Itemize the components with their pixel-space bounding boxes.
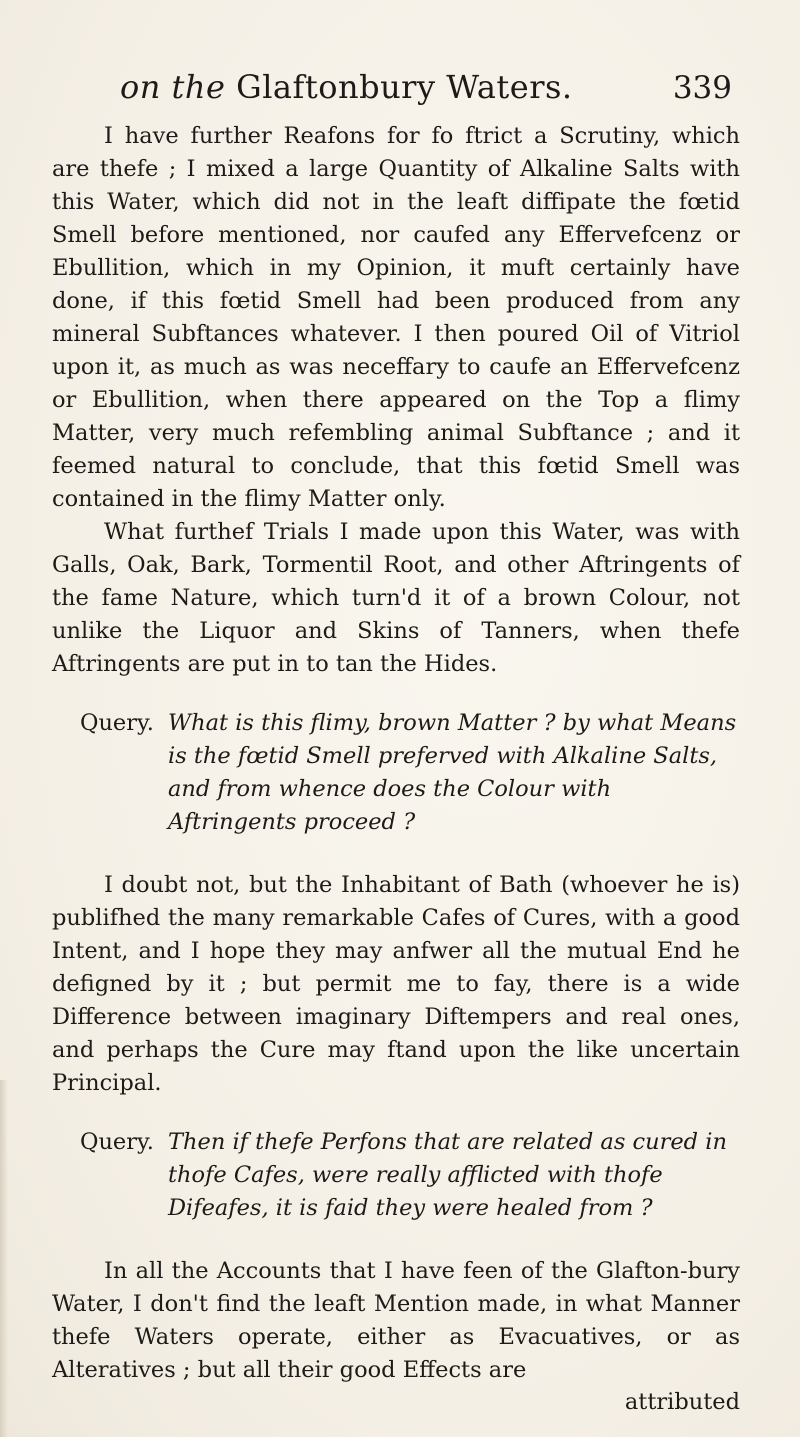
page-number: 339: [672, 70, 732, 106]
running-header: [120, 68, 732, 106]
running-title-prefix: on the: [120, 68, 226, 106]
query-2-text: Then if thefe Perfons that are related as cured in thofe Cafes, were really afflicted with thofe Difeafes, it is faid they were healed from ?: [168, 1129, 727, 1221]
running-title: [120, 68, 573, 106]
paragraph-4: In all the Accounts that I have feen of the Glafton-bury Water, I don't find the leaft Mention made, in what Manner thefe Waters operate, either as Evacuatives, or as Alteratives ; but all their good Effects are: [52, 1258, 740, 1383]
query-1: [52, 707, 740, 839]
query-1-label: Query.: [80, 710, 154, 736]
paragraph-3: I doubt not, but the Inhabitant of Bath (whoever he is) publifhed the many remarkable Cafes of Cures, with a good Intent, and I hope they may anfwer all the mutual End he defigned by it ; but permit me to fay, there is a wide Difference between imaginary Diftempers and real ones, and perhaps the Cure may ftand upon the like uncertain Principal.: [52, 872, 740, 1096]
query-1-text: What is this flimy, brown Matter ? by what Means is the fœtid Smell preferved with Alkaline Salts, and from whence does the Colour with Aftringents proceed ?: [168, 710, 737, 835]
catchword: attributed: [624, 1389, 740, 1415]
binding-shadow: [0, 1080, 8, 1437]
paragraph-2: What furthef Trials I made upon this Water, was with Galls, Oak, Bark, Tormentil Root, and other Aftringents of the fame Nature, which turn'd it of a brown Colour, not unlike the Liquor and Skins of Tanners, when thefe Aftringents are put in to tan the Hides.: [52, 519, 740, 677]
paragraph-1: I have further Reafons for fo ftrict a Scrutiny, which are thefe ; I mixed a large Quantity of Alkaline Salts with this Water, which did not in the leaft diffipate the fœtid Smell before mentioned, nor caufed any Effervefcenz or Ebullition, which in my Opinion, it muft certainly have done, if this fœtid Smell had been produced from any mineral Subftances whatever. I then poured Oil of Vitriol upon it, as much as was neceffary to caufe an Effervefcenz or Ebullition, when there appeared on the Top a flimy Matter, very much refembling animal Subftance ; and it feemed natural to conclude, that this fœtid Smell was contained in the flimy Matter only.: [52, 123, 740, 512]
running-title-main: Glaftonbury Waters.: [236, 68, 573, 106]
query-2: [52, 1126, 740, 1225]
query-2-label: Query.: [80, 1129, 154, 1155]
